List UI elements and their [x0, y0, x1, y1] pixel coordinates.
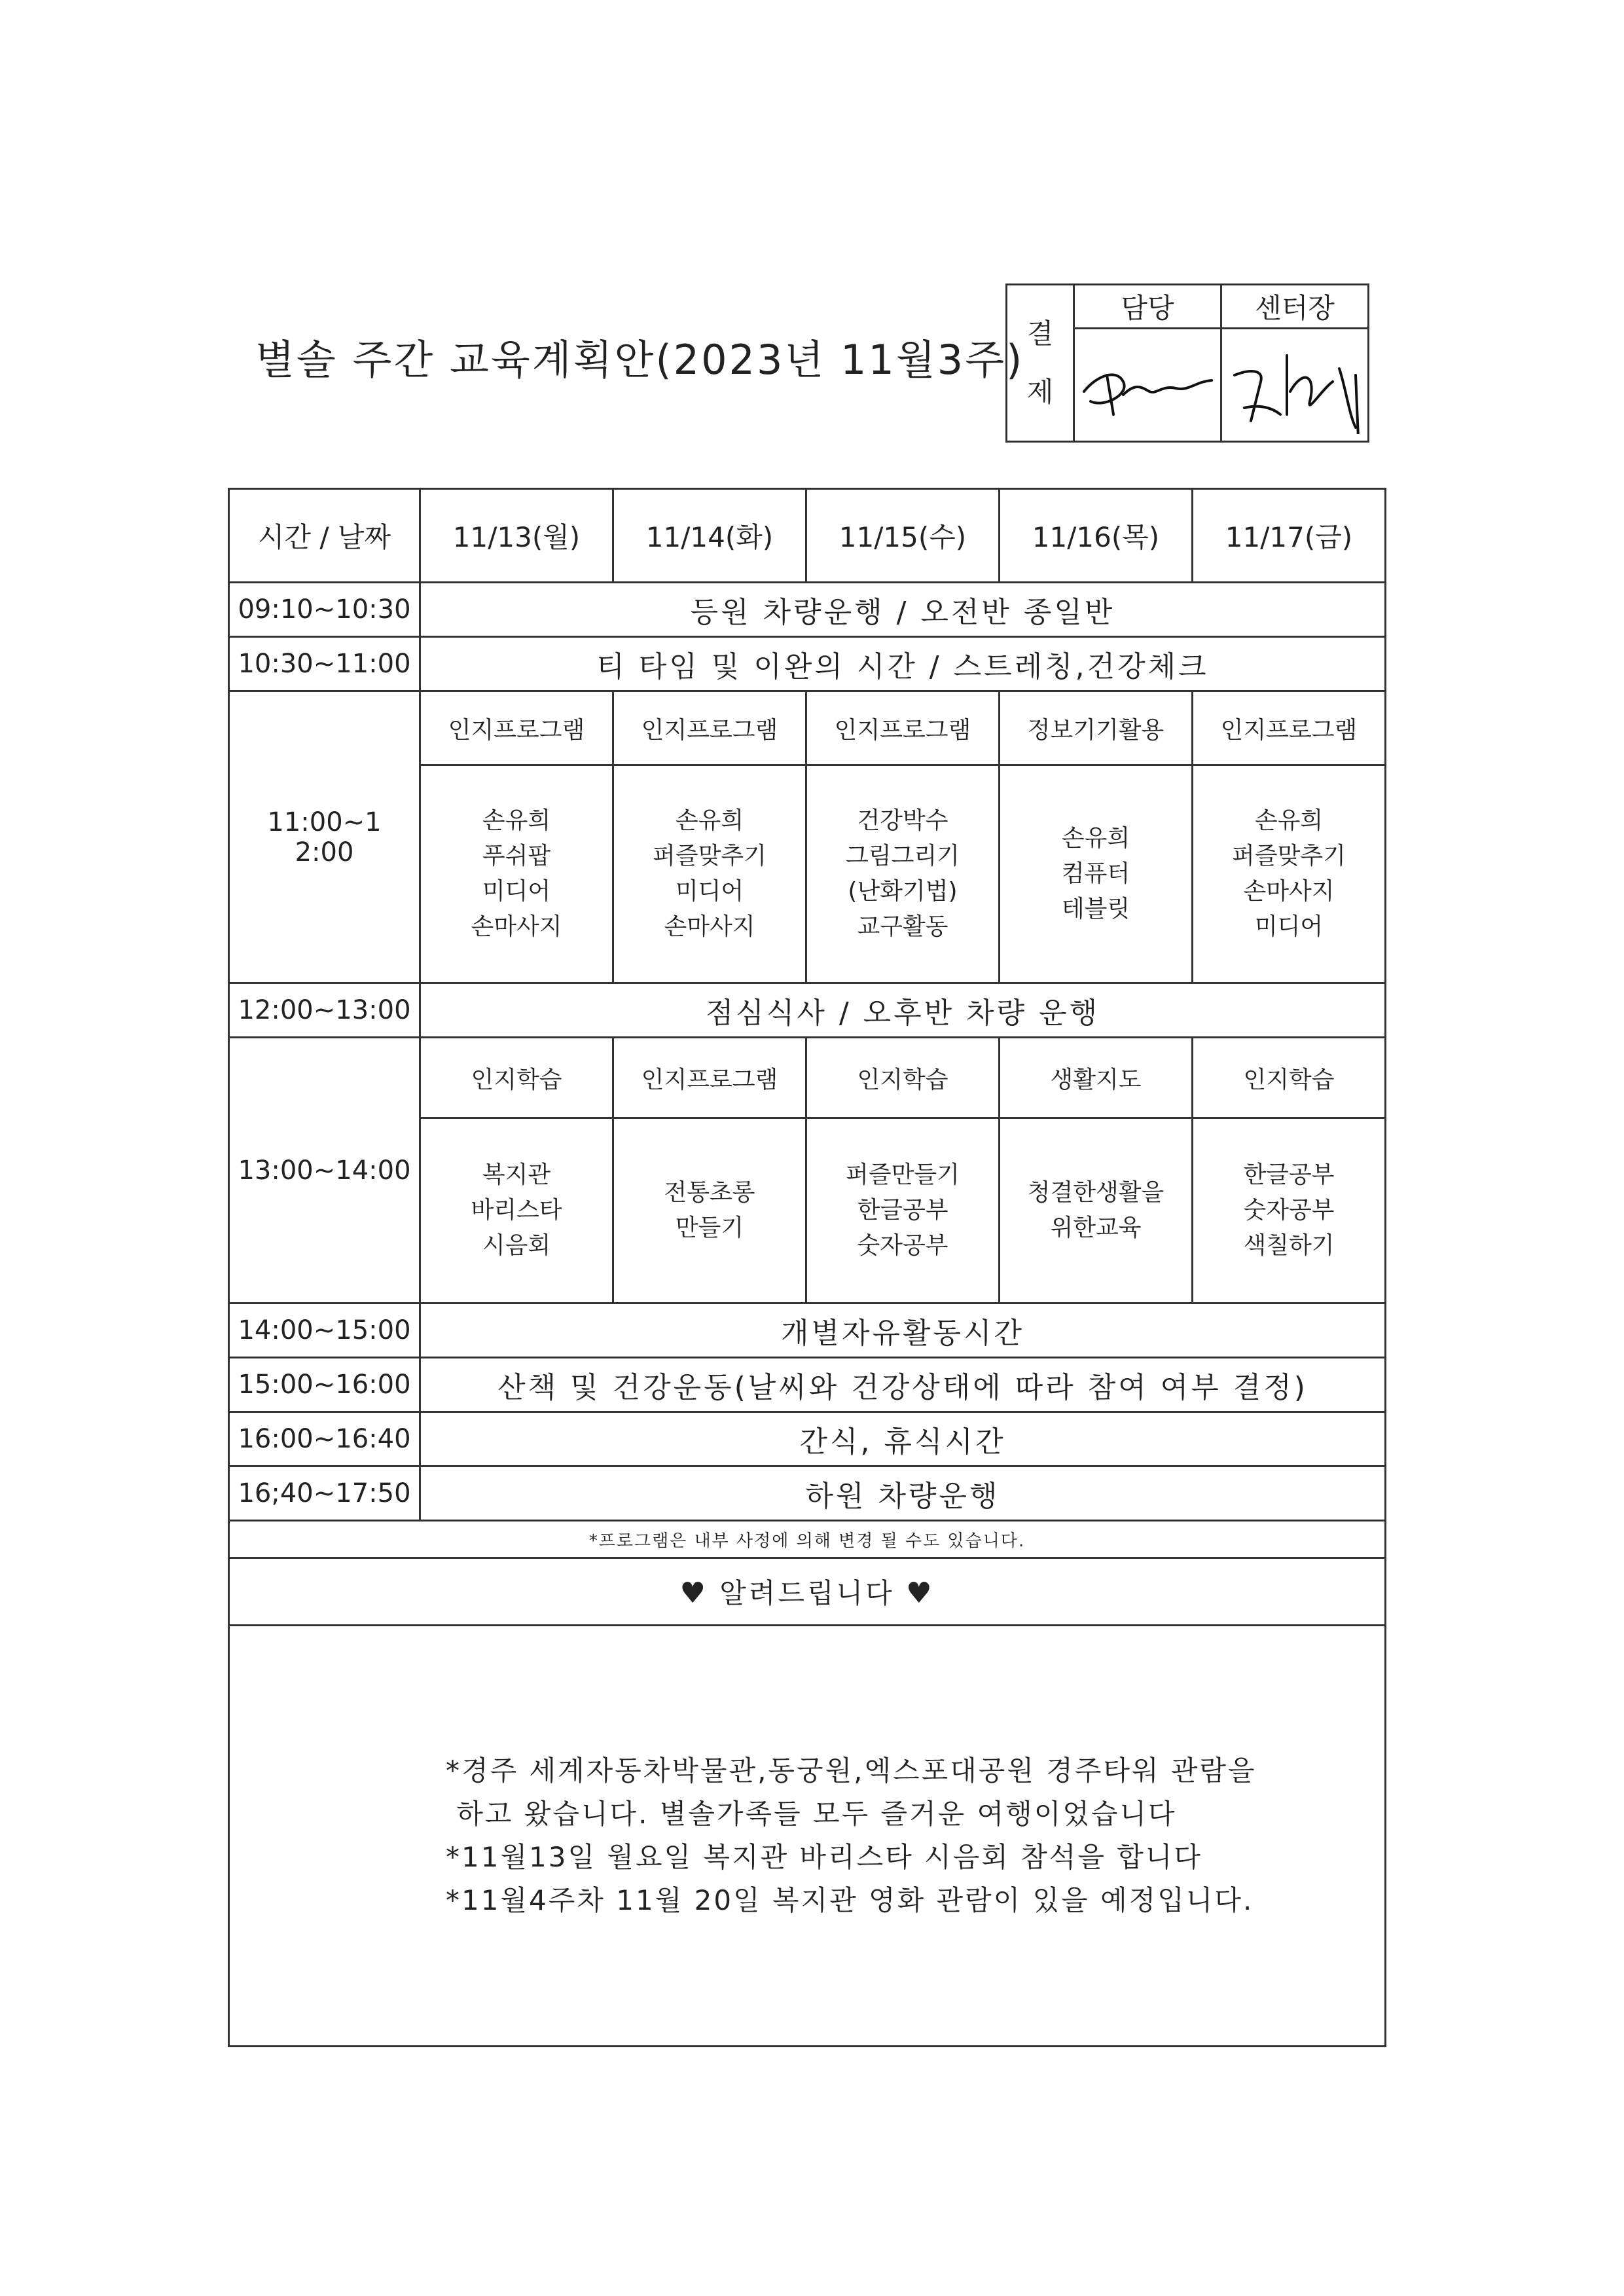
header-day-mon: 11/13(월)	[420, 489, 613, 583]
activity-item: 숫자공부	[857, 1232, 948, 1259]
time-line: 2:00	[295, 837, 354, 867]
activity-list-cell	[1193, 1118, 1386, 1303]
category-cell: 인지프로그램	[420, 691, 613, 765]
activity-list-cell	[806, 765, 1000, 983]
approval-header-manager: 담당	[1074, 285, 1221, 329]
approval-header-director: 센터장	[1221, 285, 1369, 329]
category-cell: 인지학습	[1193, 1038, 1386, 1118]
activity-item: 미디어	[675, 878, 744, 905]
schedule-header-row	[229, 489, 1386, 583]
time-cell: 16;40~17:50	[229, 1467, 420, 1521]
category-cell: 인지프로그램	[1193, 691, 1386, 765]
approval-side-label-2: 제	[1026, 375, 1054, 408]
approval-box	[1005, 283, 1369, 443]
activity-item: 테블릿	[1061, 896, 1130, 922]
activity-item: 한글공부	[1243, 1161, 1335, 1188]
approval-side-label	[1007, 285, 1074, 442]
notice-line: *경주 세계자동차박물관,동궁원,엑스포대공원 경주타워 관람을	[446, 1755, 1257, 1787]
header-day-fri: 11/17(금)	[1193, 489, 1386, 583]
activity-item: 만들기	[675, 1214, 744, 1241]
activity-item: 바리스타	[471, 1197, 562, 1224]
time-cell: 10:30~11:00	[229, 637, 420, 691]
notice-heading-row	[229, 1558, 1386, 1626]
activity-item: 퍼즐맞추기	[653, 843, 767, 869]
time-cell: 12:00~13:00	[229, 983, 420, 1038]
activity-list-cell	[420, 765, 613, 983]
activity-item: 손유희	[675, 807, 744, 834]
activity-cell: 등원 차량운행 / 오전반 종일반	[420, 583, 1386, 637]
activity-item: 푸쉬팝	[482, 843, 551, 869]
activity-item: 손유희	[482, 807, 551, 834]
manager-signature-mark	[1077, 329, 1218, 434]
activity-list-cell	[1000, 1118, 1193, 1303]
activity-item: 숫자공부	[1243, 1197, 1335, 1224]
activity-item: 색칠하기	[1243, 1232, 1335, 1259]
activity-list-cell	[1000, 765, 1193, 983]
manager-signature	[1074, 329, 1221, 442]
category-cell: 정보기기활용	[1000, 691, 1193, 765]
activity-item: 전통초롱	[664, 1179, 755, 1206]
table-row	[229, 1358, 1386, 1412]
approval-side-label-1: 결	[1026, 318, 1054, 350]
activity-item: 위한교육	[1050, 1214, 1142, 1241]
activity-cell: 하원 차량운행	[420, 1467, 1386, 1521]
header-day-wed: 11/15(수)	[806, 489, 1000, 583]
activity-cell: 티 타임 및 이완의 시간 / 스트레칭,건강체크	[420, 637, 1386, 691]
weekly-schedule-table	[228, 488, 1386, 2047]
category-cell: 생활지도	[1000, 1038, 1193, 1118]
category-cell: 인지프로그램	[613, 691, 806, 765]
activity-item: 교구활동	[857, 913, 948, 940]
activity-item: 퍼즐맞추기	[1232, 843, 1346, 869]
category-cell: 인지프로그램	[613, 1038, 806, 1118]
notice-body	[229, 1626, 1386, 2047]
director-signature	[1221, 329, 1369, 442]
table-row	[229, 637, 1386, 691]
category-cell: 인지학습	[420, 1038, 613, 1118]
activity-list-cell	[1193, 765, 1386, 983]
notice-line: 하고 왔습니다. 별솔가족들 모두 즐거운 여행이었습니다	[446, 1798, 1177, 1830]
activity-item: 건강박수	[857, 807, 948, 834]
heart-icon: ♥	[679, 1576, 708, 1610]
activity-cell: 산책 및 건강운동(날씨와 건강상태에 따라 참여 여부 결정)	[420, 1358, 1386, 1412]
header-day-thu: 11/16(목)	[1000, 489, 1193, 583]
director-signature-mark	[1225, 329, 1365, 434]
notice-lines	[230, 1749, 1384, 1922]
time-cell: 16:00~16:40	[229, 1412, 420, 1467]
notice-line: *11월13일 월요일 복지관 바리스타 시음회 참석을 합니다	[446, 1841, 1203, 1873]
heart-icon: ♥	[906, 1576, 935, 1610]
category-cell: 인지프로그램	[806, 691, 1000, 765]
activity-item: (난화기법)	[848, 878, 958, 905]
morning-category-row	[229, 691, 1386, 765]
time-cell: 09:10~10:30	[229, 583, 420, 637]
activity-item: 손유희	[1254, 807, 1324, 834]
afternoon-category-row	[229, 1038, 1386, 1118]
activity-item: 컴퓨터	[1061, 860, 1130, 887]
time-cell-morning	[229, 691, 420, 983]
activity-item: 복지관	[482, 1161, 551, 1188]
header-time-date: 시간 / 날짜	[229, 489, 420, 583]
table-row	[229, 1303, 1386, 1358]
schedule-note: *프로그램은 내부 사정에 의해 변경 될 수도 있습니다.	[229, 1521, 1386, 1558]
table-row	[229, 983, 1386, 1038]
activity-item: 미디어	[482, 878, 551, 905]
schedule-note-row	[229, 1521, 1386, 1558]
table-row	[229, 583, 1386, 637]
header-day-tue: 11/14(화)	[613, 489, 806, 583]
table-row	[229, 1412, 1386, 1467]
activity-list-cell	[613, 1118, 806, 1303]
activity-list-cell	[613, 765, 806, 983]
notice-heading-text: 알려드립니다	[719, 1577, 895, 1609]
activity-cell: 개별자유활동시간	[420, 1303, 1386, 1358]
category-cell: 인지학습	[806, 1038, 1000, 1118]
activity-item: 손마사지	[1243, 878, 1335, 905]
activity-item: 그림그리기	[846, 843, 960, 869]
activity-item: 청결한생활을	[1027, 1179, 1164, 1206]
activity-list-cell	[420, 1118, 613, 1303]
activity-cell: 점심식사 / 오후반 차량 운행	[420, 983, 1386, 1038]
activity-cell: 간식, 휴식시간	[420, 1412, 1386, 1467]
time-cell: 15:00~16:00	[229, 1358, 420, 1412]
time-cell: 14:00~15:00	[229, 1303, 420, 1358]
table-row	[229, 1467, 1386, 1521]
activity-item: 시음회	[482, 1232, 551, 1259]
activity-item: 한글공부	[857, 1197, 948, 1224]
notice-heading	[229, 1558, 1386, 1626]
time-cell-afternoon: 13:00~14:00	[229, 1038, 420, 1303]
time-line: 11:00~1	[267, 807, 382, 837]
notice-body-row	[229, 1626, 1386, 2047]
activity-list-cell	[806, 1118, 1000, 1303]
activity-item: 손마사지	[471, 913, 562, 940]
activity-item: 퍼즐만들기	[846, 1161, 960, 1188]
page-title: 별솔 주간 교육계획안(2023년 11월3주)	[255, 336, 1024, 384]
activity-item: 미디어	[1254, 913, 1324, 940]
activity-item: 손유희	[1061, 825, 1130, 852]
activity-item: 손마사지	[664, 913, 755, 940]
notice-line: *11월4주차 11월 20일 복지관 영화 관람이 있을 예정입니다.	[446, 1884, 1254, 1916]
